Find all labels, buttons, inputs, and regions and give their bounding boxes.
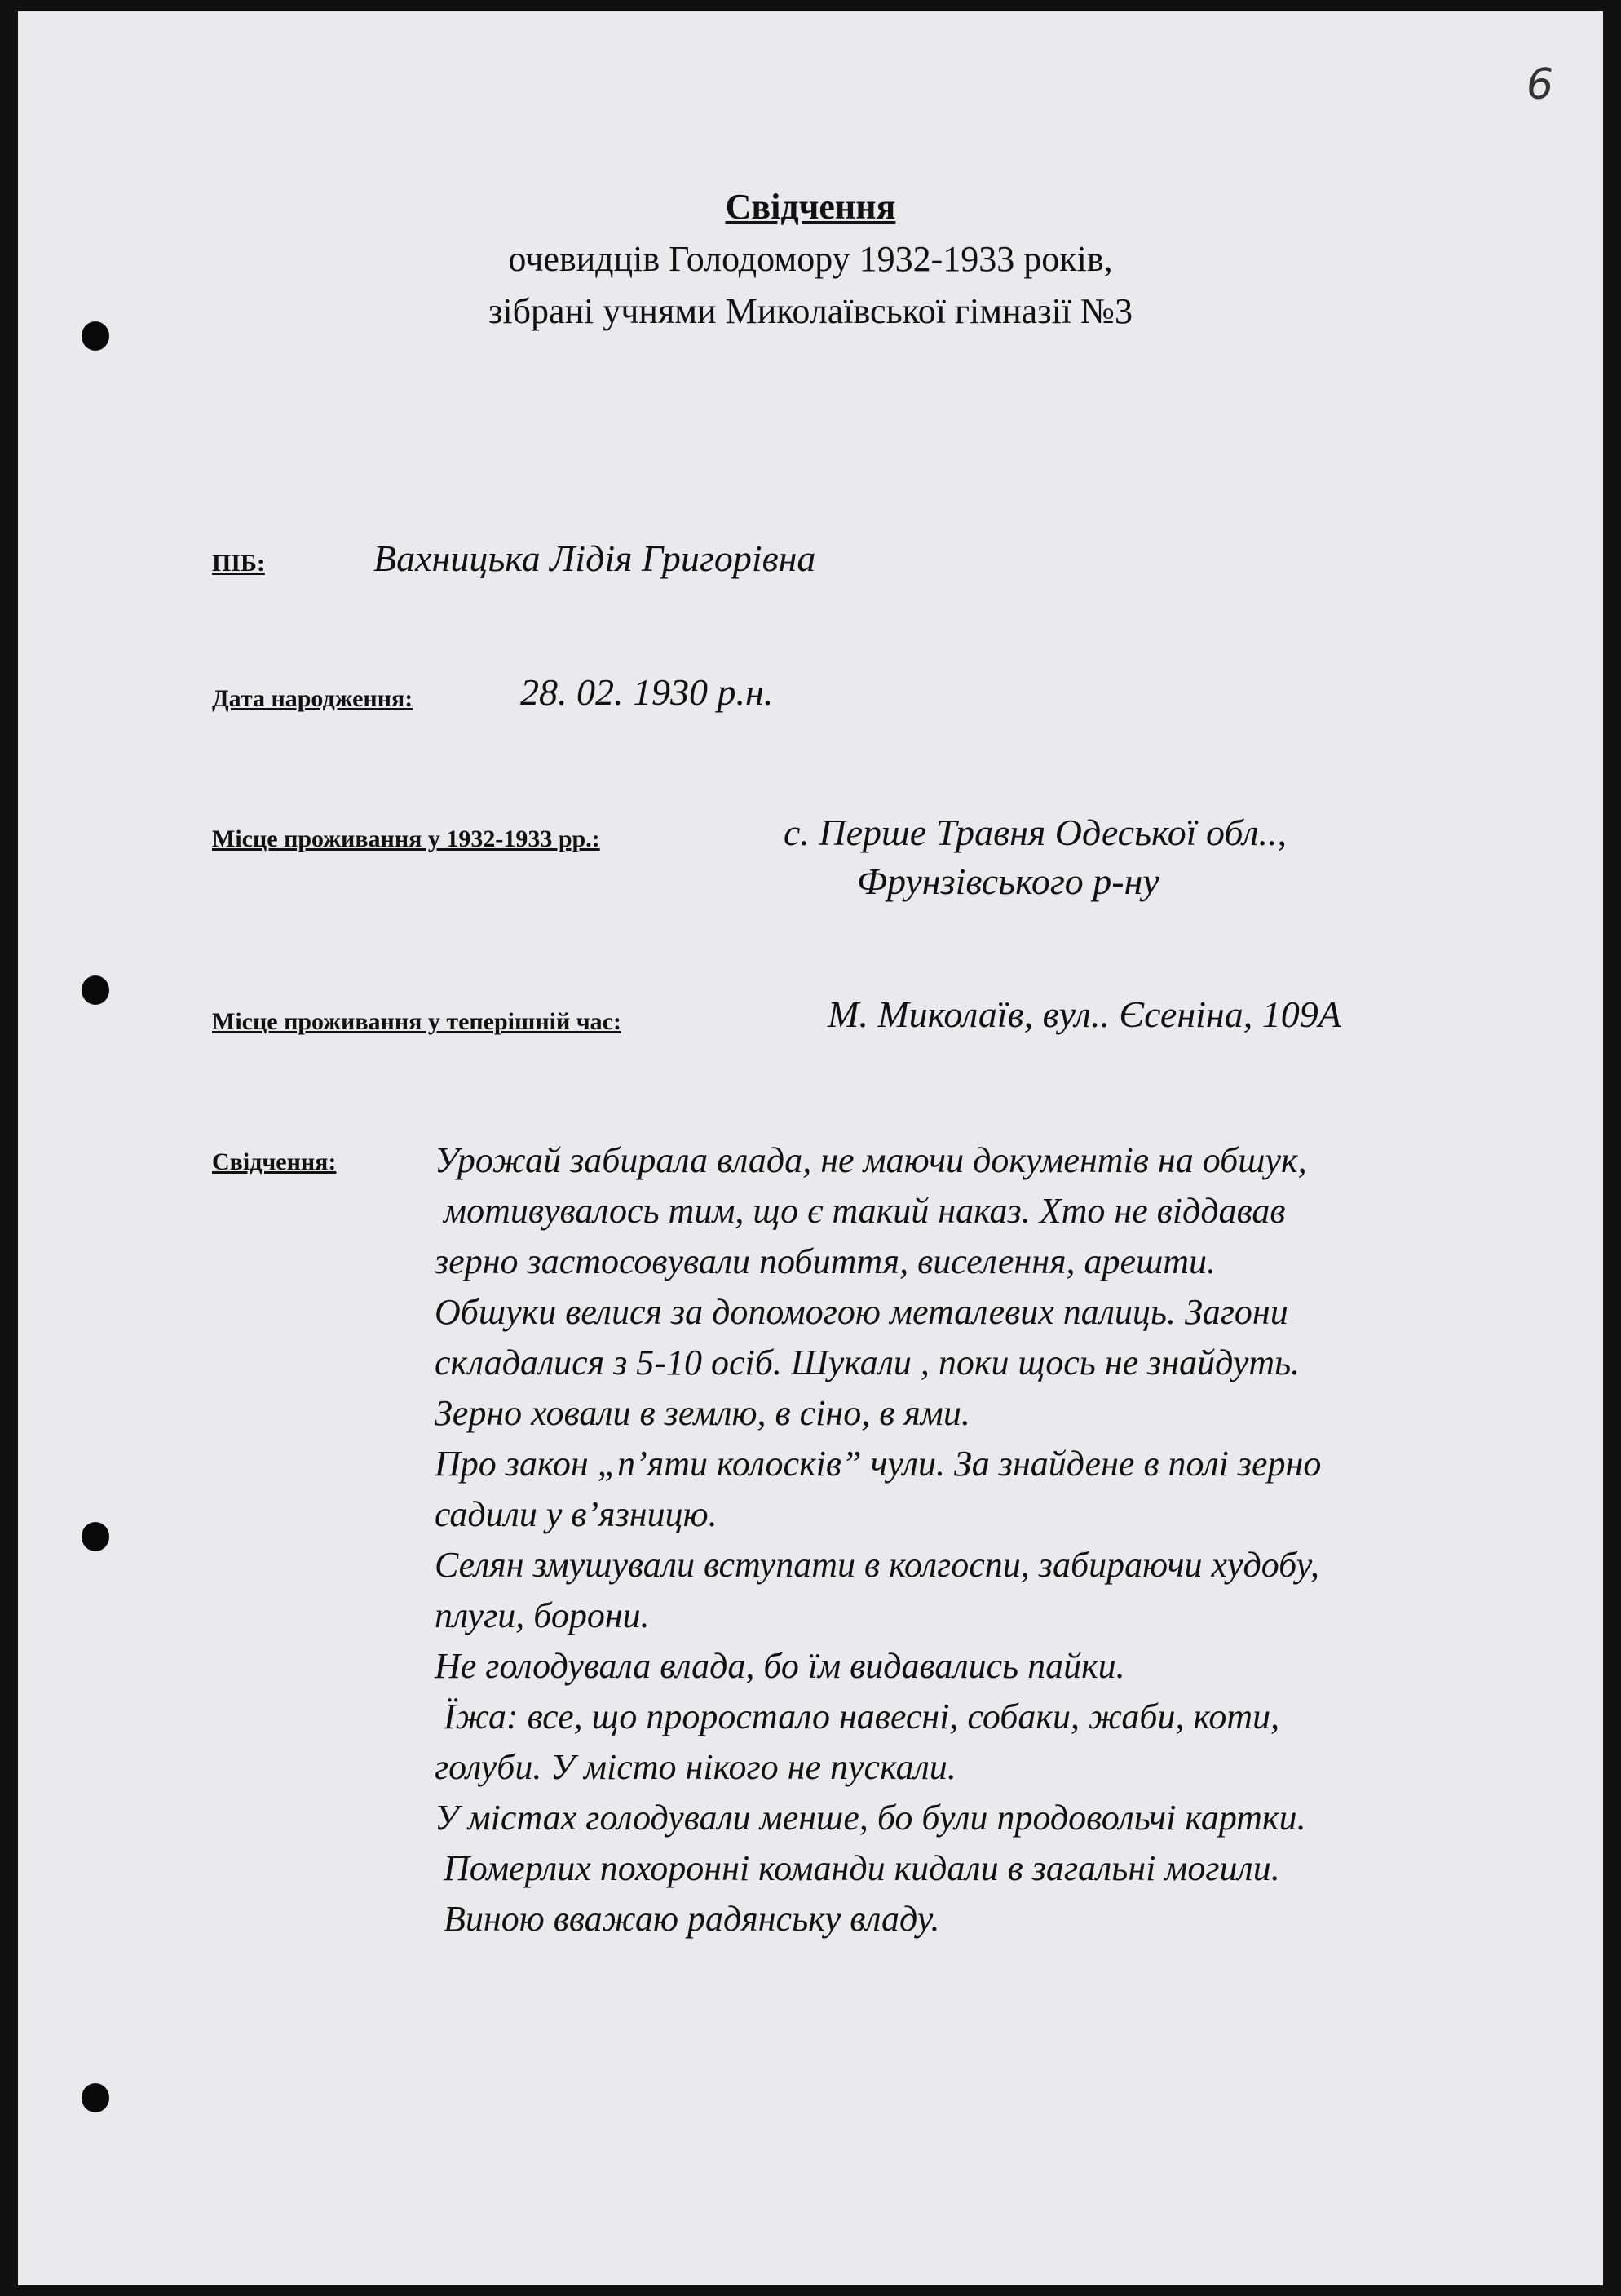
birth-date-value: 28. 02. 1930 р.н. (520, 671, 774, 713)
testimony-line: Померлих похоронні команди кидали в загальні могили. (435, 1848, 1280, 1888)
page-number: 6 (1526, 60, 1554, 109)
testimony-label: Свідчення: (212, 1148, 337, 1175)
testimony-line: Про закон „п’яти колосків” чули. За знайдене в полі зерно (435, 1444, 1322, 1484)
testimony-line: Урожай забирала влада, не маючи документів на обшук, (435, 1140, 1307, 1180)
testimony-line: садили у в’язницю. (435, 1494, 718, 1534)
punch-hole (82, 975, 109, 1005)
punch-hole (82, 2083, 109, 2112)
residence-past-value: с. Перше Травня Одеської обл.., (784, 812, 1288, 853)
testimony-line: складалися з 5-10 осіб. Шукали , поки щось не знайдуть. (435, 1343, 1301, 1382)
subtitle-line: очевидців Голодомору 1932-1933 років, (508, 239, 1113, 279)
name-value: Вахницька Лідія Григорівна (373, 538, 816, 579)
residence-now-value: М. Миколаїв, вул.. Єсеніна, 109А (828, 993, 1341, 1035)
residence-now-label: Місце проживання у теперішній час: (212, 1008, 621, 1035)
testimony-line: Зерно ховали в землю, в сіно, в ями. (435, 1393, 970, 1433)
testimony-line: Обшуки велися за допомогою металевих палиць. Загони (435, 1292, 1288, 1332)
testimony-line: голуби. У місто нікого не пускали. (435, 1747, 956, 1787)
document-page (18, 11, 1603, 2285)
residence-past-label: Місце проживання у 1932-1933 рр.: (212, 825, 600, 852)
testimony-line: Виною вважаю радянську владу. (435, 1899, 940, 1939)
punch-hole (82, 1522, 109, 1551)
testimony-text (435, 1135, 1321, 1944)
residence-past-value-line2: Фрунзівського р-ну (857, 860, 1159, 902)
birth-date-label: Дата народження: (212, 685, 413, 712)
testimony-line: У містах голодували менше, бо були продовольчі картки. (435, 1798, 1306, 1838)
testimony-line: Селян змушували вступати в колгоспи, забираючи худобу, (435, 1545, 1320, 1585)
subtitle-line: зібрані учнями Миколаївської гімназії №3 (488, 291, 1133, 331)
document-title: Свідчення (725, 187, 896, 227)
testimony-line: мотивувалось тим, що є такий наказ. Хто не віддавав (435, 1191, 1286, 1231)
testimony-line: Не голодувала влада, бо їм видавались пайки. (435, 1646, 1125, 1686)
testimony-line: Їжа: все, що проростало навесні, собаки, жаби, коти, (435, 1697, 1280, 1736)
testimony-line: плуги, борони. (435, 1595, 650, 1635)
name-label: ПІБ: (212, 550, 265, 577)
testimony-line: зерно застосовували побиття, виселення, арешти. (435, 1241, 1217, 1281)
